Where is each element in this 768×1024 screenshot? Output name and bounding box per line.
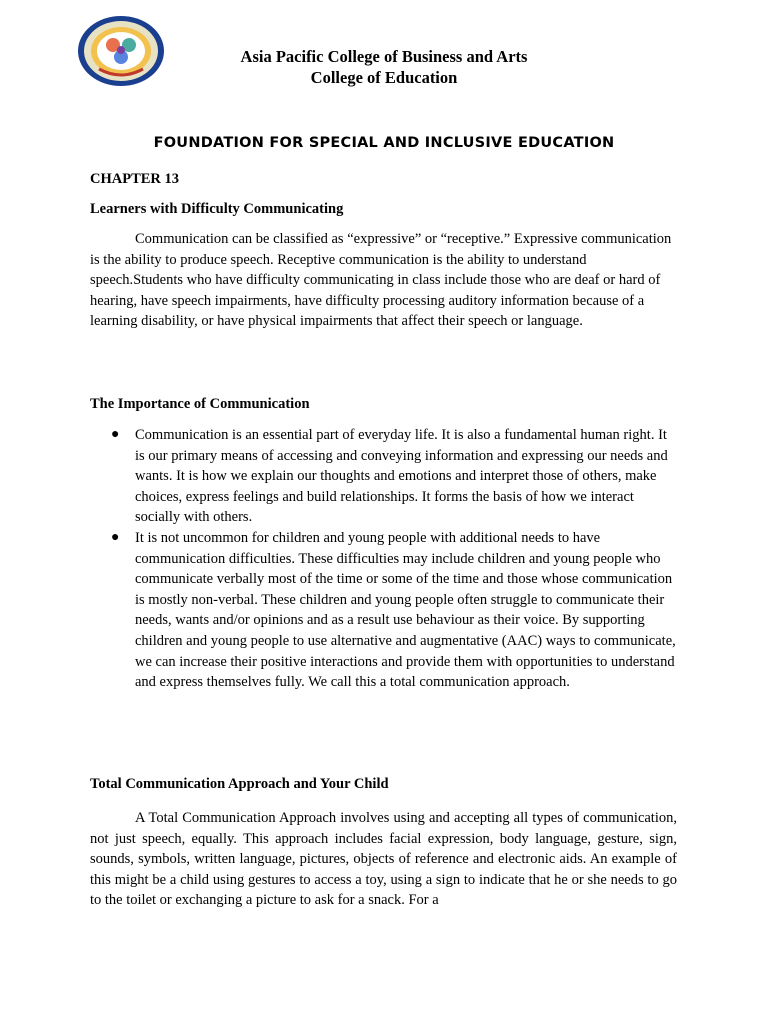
intro-paragraph: Communication can be classified as “expressive” or “receptive.” Expressive communication is the ability to produce speech. Receptive communication is the ability to understand speech.Students who have difficulty communicating in class include those who are deaf or hard of hearing, have speech impairments, have difficulty processing auditory information because of a learning disability, or have physical impairments that affect their speech or language. (90, 231, 672, 330)
document-header (0, 46, 768, 88)
total-communication-paragraph-block (90, 808, 677, 911)
bullet-text: It is not uncommon for children and young people with additional needs to have communication difficulties. These difficulties may include children and young people who communicate verbally most of the time or some of the time and those whose communication is mostly non-verbal. These children and young people often struggle to communicate their needs, wants and/or opinions and as a result use behaviour as their voice. By supporting children and young people to use alternative and augmentative (AAC) ways to communicate, we can increase their positive interactions and provide them with opportunities to understand and express themselves fully. We call this a total communication approach. (135, 529, 676, 691)
bullet-icon: ● (111, 427, 120, 442)
list-item (90, 425, 677, 528)
chapter-heading: CHAPTER 13 (90, 171, 180, 187)
importance-heading: The Importance of Communication (90, 396, 310, 412)
institution-name: Asia Pacific College of Business and Arts (240, 47, 528, 66)
bullet-icon: ● (111, 529, 120, 545)
lesson-title: Learners with Difficulty Communicating (90, 201, 344, 217)
total-communication-paragraph: A Total Communication Approach involves using and accepting all types of communication, not just speech, equally. This approach includes facial expression, body language, gesture, sign, sounds, symbols, written language, pictures, objects of reference and electronic aids. An example of this might be a child using gestures to access a toy, using a sign to indicate that he or she needs to go to the toilet or exchanging a picture to ask for a snack. For a (90, 810, 677, 909)
college-name: College of Education (310, 68, 458, 87)
course-title: FOUNDATION FOR SPECIAL AND INCLUSIVE EDUCATION (153, 135, 615, 151)
importance-bullet-list (90, 425, 677, 693)
bullet-text: Communication is an essential part of everyday life. It is also a fundamental human right. It is our primary means of accessing and conveying information and expressing our needs and wants. It is how we explain our thoughts and emotions and interpret those of others, make choices, express feelings and build relationships. It forms the basis of how we interact socially with others. (135, 427, 668, 526)
list-item (90, 528, 677, 693)
intro-paragraph-block (90, 229, 677, 332)
total-communication-heading: Total Communication Approach and Your Child (90, 776, 389, 792)
